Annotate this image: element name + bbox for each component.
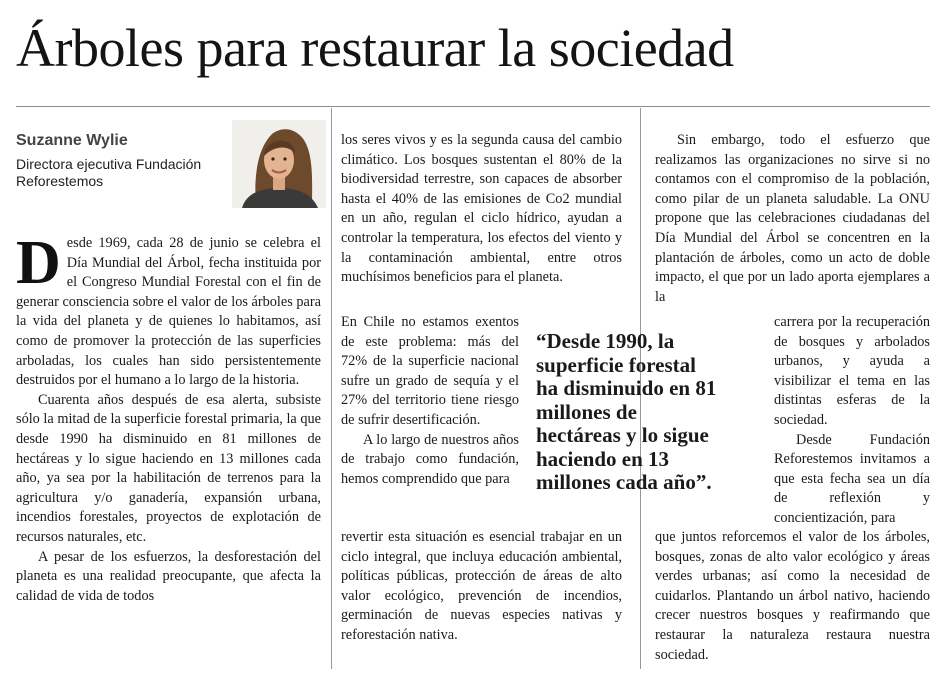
pull-quote-line: “Desde 1990, la <box>536 329 675 353</box>
column-2-bottom <box>341 528 622 646</box>
pull-quote-line: haciendo en 13 <box>536 446 670 471</box>
col3-paragraph-2: Desde Fundación Reforestemos invitamos a que esta fecha sea un día de reflexión y concientización, para <box>774 431 930 526</box>
col1-paragraph-3: A pesar de los esfuerzos, la desforestación del planeta es una realidad preocupante, que afecta la calidad de vida de todos <box>16 548 321 604</box>
author-name: Suzanne Wylie <box>16 132 128 149</box>
pull-quote-line: hectáreas y lo sigue <box>536 423 709 447</box>
col2-paragraph-2b: revertir esta situación es esencial trabajar en un ciclo integral, que incluya educación ambiental, políticas públicas, protección de áreas de alto valor ecológico, prevención de incendios, germinación de nuevas especies nativas y reforestación nativa. <box>341 529 622 643</box>
column-divider-1 <box>331 108 332 669</box>
column-2-middle <box>341 313 519 489</box>
col1-paragraph-2: Cuarenta años después de esa alerta, subsiste sólo la mitad de la superficie forestal primaria, la que desde 1990 ha disminuido en 81 millones de hectáreas y lo sigue haciendo en 13 millones cada año, ya sea por la habilitación de terrenos para la agricultura y/o ganadería, expansión urbana, incendios forestales, proyectos de explotación de recursos naturales, etc. <box>16 391 321 545</box>
headline: Árboles para restaurar la sociedad <box>16 18 734 78</box>
col1-paragraph-1: esde 1969, cada 28 de junio se celebra el Día Mundial del Árbol, fecha instituida por el Congreso Mundial Forestal con el fin de generar consciencia sobre el valor de los árboles para la vida del planeta y de quienes lo habitamos, así como de promover la protección de las superficies arboladas, los cuales han sido persistentemente destruidos por el humano a lo largo de la historia. <box>16 235 321 389</box>
col3-paragraph-1b: carrera por la recuperación de bosques y arbolados urbanos, y ayuda a visibilizar el tema en las distintas esferas de la sociedad. <box>774 314 930 428</box>
column-1 <box>16 229 321 606</box>
top-rule <box>16 106 930 107</box>
pull-quote-line: superficie forestal <box>536 352 696 377</box>
col2-paragraph-1: los seres vivos y es la segunda causa del cambio climático. Los bosques sustentan el 80% de la biodiversidad terrestre, son capaces de absorber hasta el 40% de las emisiones de Co2 mundial en un año, regulan el ciclo hídrico, ayudan a controlar la temperatura, los efectos del viento y la contaminación ambiental, entre otros muchísimos beneficios para el planeta. <box>341 132 622 286</box>
col2-paragraph-1b: En Chile no estamos exentos de este problema: más del 72% de la superficie nacional sufre un grado de sequía y el 27% del territorio tiene riesgo de sufrir desertificación. <box>341 314 519 428</box>
column-3-bottom <box>655 528 930 665</box>
column-3-middle <box>774 313 930 529</box>
col3-paragraph-2b: que juntos reforcemos el valor de los árboles, bosques, zonas de alto valor ecológico y áreas verdes urbanas; así como la necesidad de cuidarlos. Plantando un árbol nativo, haciendo crecer nuestros bosques y reafirmando que restaurar la naturaleza restaura nuestra sociedad. <box>655 529 930 663</box>
column-2-top <box>341 131 622 288</box>
author-portrait <box>232 120 326 208</box>
pull-quote-line: ha disminuido en 81 <box>536 376 717 400</box>
col3-paragraph-1: Sin embargo, todo el esfuerzo que realizamos las organizaciones no sirve si no contamos con el compromiso de la población, como pilar de un planeta saludable. La ONU propone que las celebraciones ciudadanas del Día Mundial del Árbol se concentren en la plantación de árboles, como un acto de doble impacto, el que por un lado aporta ejemplares a la <box>655 132 930 305</box>
pull-quote-line: millones de <box>536 399 637 424</box>
pull-quote-line: millones cada año”. <box>536 470 712 494</box>
column-3-top <box>655 131 930 307</box>
col2-paragraph-2: A lo largo de nuestros años de trabajo como fundación, hemos comprendido que para <box>341 431 519 487</box>
author-role: Directora ejecutiva Fundación Reforestemos <box>16 156 202 189</box>
pull-quote <box>536 330 756 495</box>
drop-cap: D <box>16 229 61 297</box>
